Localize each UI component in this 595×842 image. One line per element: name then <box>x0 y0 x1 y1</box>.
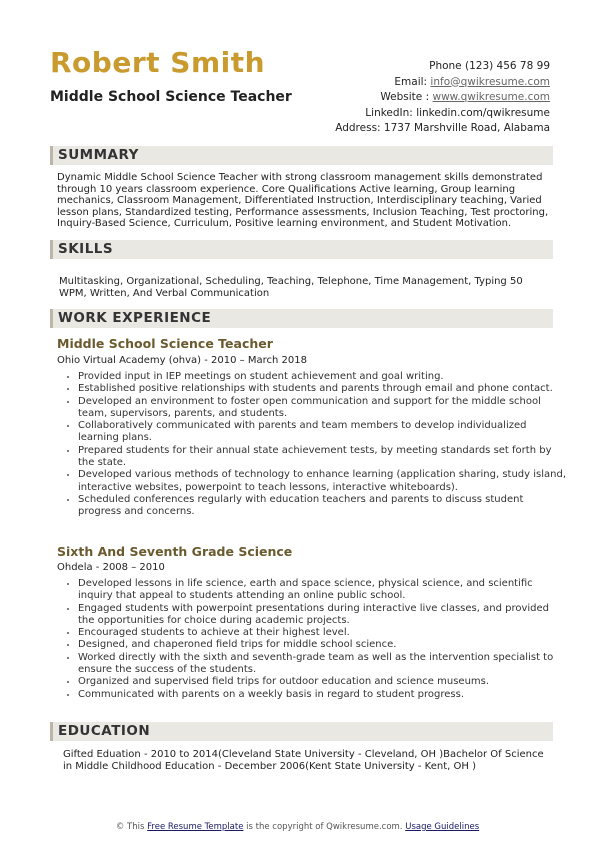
list-item: • Organized and supervised field trips for outdoor education and science museums. <box>78 676 568 688</box>
job-bullets-2 <box>63 578 568 701</box>
contact-phone-row <box>335 59 550 75</box>
phone-label: Phone <box>429 60 462 72</box>
list-item: • Developed lessons in life science, earth and space science, physical science, and scientific inquiry that appeal to students attending an online public school. <box>78 578 568 603</box>
footer-prefix: © This <box>115 822 145 832</box>
summary-heading: SUMMARY <box>58 147 139 163</box>
job-company-2: Ohdela - 2008 – 2010 <box>57 562 165 573</box>
contact-address-row <box>335 121 550 137</box>
experience-section-header <box>50 309 553 328</box>
skills-section-header <box>50 240 553 259</box>
education-text: Gifted Eduation - 2010 to 2014(Cleveland State University - Cleveland, OH )Bachelor Of Science in Middle Childhood Education - December 2006(Kent State University - Kent, OH ) <box>63 749 544 772</box>
list-item: • Designed, and chaperoned field trips for middle school science. <box>78 639 568 651</box>
list-item: • Communicated with parents on a weekly basis in regard to student progress. <box>78 689 568 701</box>
linkedin-value: linkedin.com/qwikresume <box>416 106 550 119</box>
address-value: 1737 Marshville Road, Alabama <box>383 122 550 134</box>
list-item: • Encouraged students to achieve at their highest level. <box>78 627 568 639</box>
footer-middle: is the copyright of Qwikresume.com. <box>246 822 403 832</box>
usage-guidelines-link[interactable]: Usage Guidelines <box>405 822 480 832</box>
list-item: • Provided input in IEP meetings on student achievement and goal writing. <box>78 371 568 383</box>
skills-heading: SKILLS <box>58 241 114 257</box>
list-item: • Established positive relationships with students and parents through email and phone contact. <box>78 383 568 395</box>
job-title-2: Sixth And Seventh Grade Science <box>57 544 293 559</box>
job-company-1: Ohio Virtual Academy (ohva) - 2010 – March 2018 <box>57 355 307 366</box>
education-heading: EDUCATION <box>58 723 151 739</box>
candidate-name: Robert Smith <box>50 46 266 79</box>
summary-text: Dynamic Middle School Science Teacher with strong classroom management skills demonstrated through 10 years classroom experience. Core Qualifications Active learning, Group learning mechanics, Classroom Management, Differentiated Instruction, Interdisciplinary teaching, Varied lesson plans, Standardized testing, Performance assessments, Inclusion Teaching, Test proctoring, Inquiry-Based Science, Curriculum, Positive learning environment, and Student Motivation. <box>57 172 549 230</box>
list-item: • Prepared students for their annual state achievement tests, by meeting standards set forth by the state. <box>78 445 568 470</box>
job-bullets-1 <box>63 371 568 519</box>
list-item: • Developed various methods of technology to enhance learning (application sharing, study island, interactive websites, powerpoint to teach lessons, interactive whiteboards). <box>78 469 568 494</box>
free-template-link[interactable]: Free Resume Template <box>147 822 244 832</box>
address-label: Address: <box>335 122 381 134</box>
email-link[interactable]: info@qwikresume.com <box>430 75 550 88</box>
contact-email-row <box>335 75 550 91</box>
list-item: • Collaboratively communicated with parents and team members to develop individualized learning plans. <box>78 420 568 445</box>
experience-heading: WORK EXPERIENCE <box>58 310 212 326</box>
contact-website-row <box>335 90 550 106</box>
skills-text: Multitasking, Organizational, Scheduling, Teaching, Telephone, Time Management, Typing 50 WPM, Written, And Verbal Communication <box>59 276 523 299</box>
contact-block <box>335 59 550 137</box>
job-title-1: Middle School Science Teacher <box>57 336 273 351</box>
website-label: Website : <box>380 91 430 103</box>
education-section-header <box>50 722 553 741</box>
linkedin-label: LinkedIn: <box>365 106 413 119</box>
website-link[interactable]: www.qwikresume.com <box>432 91 550 103</box>
summary-section-header <box>50 146 553 165</box>
list-item: • Scheduled conferences regularly with education teachers and parents to discuss student progress and concerns. <box>78 494 568 519</box>
candidate-title: Middle School Science Teacher <box>50 89 292 105</box>
list-item: • Worked directly with the sixth and seventh-grade team as well as the intervention specialist to ensure the success of the students. <box>78 652 568 677</box>
list-item: • Engaged students with powerpoint presentations during interactive live classes, and provided the opportunities for choice during academic projects. <box>78 603 568 628</box>
email-label: Email: <box>394 75 428 88</box>
phone-value: (123) 456 78 99 <box>464 60 550 72</box>
footer <box>0 822 595 832</box>
contact-linkedin-row <box>335 106 550 122</box>
list-item: • Developed an environment to foster open communication and support for the middle school team, supervisors, parents, and students. <box>78 396 568 421</box>
